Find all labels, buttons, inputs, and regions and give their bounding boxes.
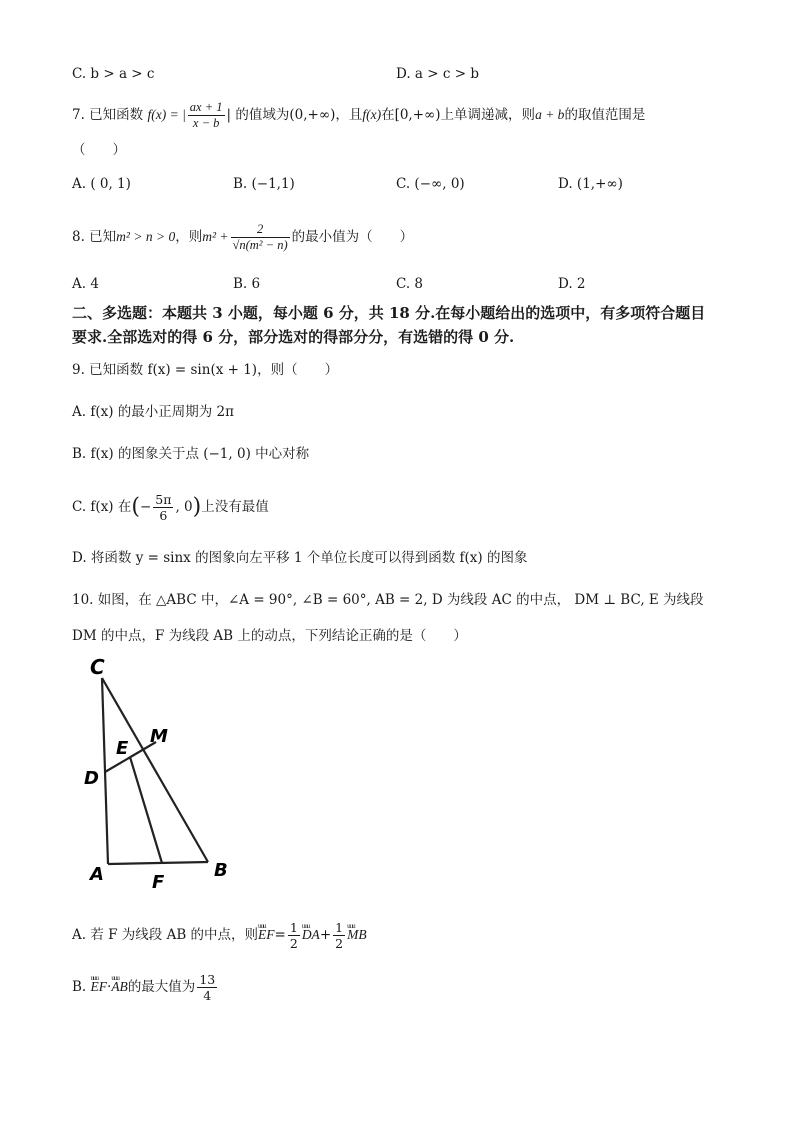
q8-option-a: A. 4	[72, 276, 99, 292]
q7-fraction: $\frac{ax + 1}{x - b}$	[189, 100, 223, 130]
option-c-prev: C. b > a > c	[72, 66, 155, 82]
q8-fraction: $\frac{2}{\text{√n(m² − n)}}$	[232, 222, 288, 252]
q8-option-d: D. 2	[558, 276, 586, 292]
line-cb	[102, 678, 208, 862]
label-a: A	[90, 864, 104, 885]
question-7-paren: （ ）	[72, 142, 126, 158]
q7-option-d: D. (1,+∞)	[558, 176, 623, 192]
line-ab	[108, 862, 208, 864]
q8-option-b: B. 6	[233, 276, 261, 292]
q9-option-d: D. 将函数 y = sinx 的图象向左平移 1 个单位长度可以得到函数 f(x) 的图象	[72, 550, 528, 566]
question-7-stem: 7. 已知函数 f(x) = | $\frac{ax + 1}{x - b}$ | 的值域为(0,+∞)，且f(x)在[0,+∞)上单调递减，则a + b的取值范围是	[72, 100, 646, 130]
section-2-heading-line2: 要求.全部选对的得 6 分，部分选对的得部分分，有选错的得 0 分.	[72, 328, 515, 346]
label-c: C	[90, 655, 105, 679]
label-d: D	[84, 768, 99, 789]
q8-option-c: C. 8	[396, 276, 424, 292]
q9-option-c: C. f(x) 在(− $\frac{5\pi}{6}$ , 0)上没有最值	[72, 492, 269, 523]
q7-option-c: C. (−∞, 0)	[396, 176, 465, 192]
section-2-heading-line1: 二、多选题：本题共 3 小题，每小题 6 分，共 18 分.在每小题给出的选项中，有多项符合题目	[72, 304, 706, 322]
option-d-prev: D. a > c > b	[396, 66, 479, 82]
q7-option-a: A. ( 0, 1)	[72, 176, 131, 192]
q10-option-a: A. 若 F 为线段 AB 的中点，则uuu EF= $\frac{1}{2}$ uuu DA+ $\frac{1}{2}$ uuu MB	[72, 920, 367, 951]
question-8-stem: 8. 已知m² > n > 0，则m² + $\frac{2}{\text{√n(m² − n)}}$ 的最小值为（ ）	[72, 222, 414, 252]
question-9-stem: 9. 已知函数 f(x) = sin(x + 1)，则（ ）	[72, 362, 339, 378]
label-f: F	[152, 872, 165, 892]
q9-option-b: B. f(x) 的图象关于点 (−1, 0) 中心对称	[72, 446, 310, 462]
question-10-stem-line1: 10. 如图，在 △ABC 中，∠A = 90°, ∠B = 60°, AB = 2, D 为线段 AC 的中点， DM ⊥ BC, E 为线段	[72, 592, 704, 608]
q9-option-a: A. f(x) 的最小正周期为 2π	[72, 404, 235, 420]
q10-option-b: B. uuu EF·uuu AB的最大值为 $\frac{13}{4}$	[72, 972, 219, 1003]
q7-option-b: B. (−1,1)	[233, 176, 295, 192]
label-b: B	[214, 860, 228, 881]
label-e: E	[116, 738, 129, 759]
triangle-figure	[80, 652, 250, 892]
question-10-stem-line2: DM 的中点，F 为线段 AB 上的动点，下列结论正确的是（ ）	[72, 628, 467, 644]
label-m: M	[150, 726, 168, 747]
